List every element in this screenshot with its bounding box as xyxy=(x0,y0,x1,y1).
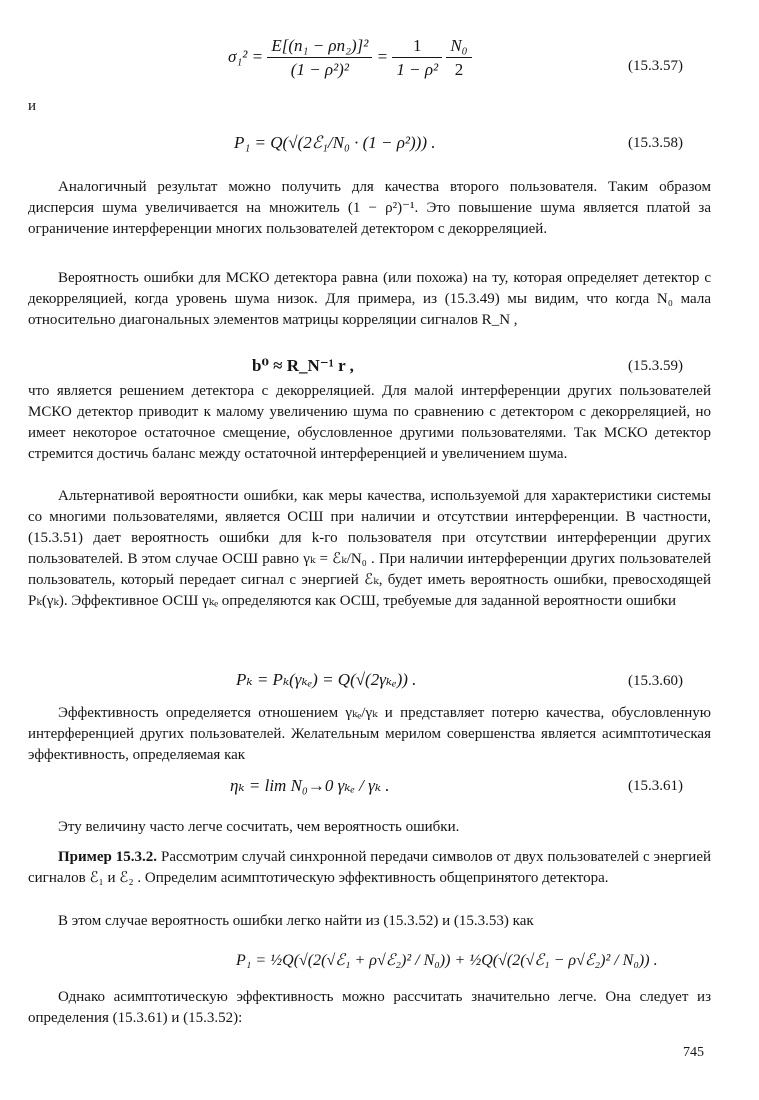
equation-number: (15.3.57) xyxy=(628,58,683,74)
eq57-fraction-main xyxy=(267,36,372,80)
paragraph-easier-to-compute: Эту величину часто легче сосчитать, чем вероятность ошибки. xyxy=(58,819,460,835)
eq57-frac2-den: 1 − ρ² xyxy=(396,60,439,79)
equation-15-3-59 xyxy=(0,356,759,380)
eq57-equals: = xyxy=(376,46,389,66)
example-text: Рассмотрим случай синхронной передачи символов от двух пользователей с энергией сигналов ℰ₁ и ℰ₂ . Определим асимптотическую эффективность общепринятого детектора. xyxy=(28,849,712,886)
example-label: Пример 15.3.2. xyxy=(58,849,158,865)
equation-15-3-60 xyxy=(0,670,759,698)
eq60-expression: Pₖ = Pₖ(γₖₑ) = Q(√(2γₖₑ)) . xyxy=(236,670,417,689)
paragraph-example-15-3-2 xyxy=(28,847,711,889)
eq57-denominator: (1 − ρ²)² xyxy=(290,60,349,79)
equation-number: (15.3.58) xyxy=(628,135,683,151)
paragraph-decorrelation-solution: что является решением детектора с декорреляцией. Для малой интерференции других пользователей МСКО детектор приводит к малому увеличению шума по сравнению с детектором с декорреляцией, но имеет некоторое остаточное смещение, обусловленное другими пользователями. Так МСКО детектор стремится достичь баланс между остаточной интерференцией и увеличением шума. xyxy=(28,383,711,462)
eq57-fraction-2 xyxy=(392,36,442,80)
equation-15-3-58 xyxy=(0,126,759,166)
example-expression: P₁ = ½Q(√(2(√ℰ₁ + ρ√ℰ₂)² / N₀)) + ½Q(√(2(√ℰ₁ − ρ√ℰ₂)² / N₀)) . xyxy=(236,952,658,969)
eq58-expression: P₁ = Q(√(2ℰ₁/N₀ · (1 − ρ²))) . xyxy=(234,133,436,152)
eq57-frac2-num: 1 xyxy=(392,36,442,58)
eq61-expression: ηₖ = lim N₀→0 γₖₑ / γₖ . xyxy=(230,776,390,795)
paragraph-snr-alternative: Альтернативой вероятности ошибки, как меры качества, используемой для характеристики системы со многими пользователями, является ОСШ при наличии и отсутствии интерференции. В частности, (15.3.51) дает вероятность ошибки для k-го пользователя при отсутствии интерференции других пользователей. В этом случае ОСШ равно γₖ = ℰₖ/N₀ . При наличии интерференции других пользователей пользователь, который передает сигнал с энергией ℰₖ, будет иметь вероятность ошибки, превосходящей Pₖ(γₖ). Эффективное ОСШ γₖₑ определяются как ОСШ, требуемые для заданной вероятности ошибки xyxy=(28,488,711,609)
paragraph-noise-variance: Аналогичный результат можно получить для качества второго пользователя. Таким образом дисперсия шума увеличивается на множитель (1 − ρ²)⁻¹. Это повышение шума является платой за ограничение интерференции многих пользователей детектором с декорреляцией. xyxy=(28,179,711,237)
equation-15-3-57 xyxy=(0,28,759,98)
paragraph-efficiency: Эффективность определяется отношением γₖₑ/γₖ и представляет потерю качества, обусловленную интерференцией других пользователей. Желательным мерилом совершенства является асимптотическая эффективность, определяемая как xyxy=(28,705,711,763)
eq57-fraction-3 xyxy=(446,36,471,80)
eq59-expression: b⁰ ≈ R_N⁻¹ r , xyxy=(252,356,354,375)
page-number: 745 xyxy=(683,1045,704,1060)
equation-15-3-61 xyxy=(0,772,759,808)
paragraph-error-probability: В этом случае вероятность ошибки легко найти из (15.3.52) и (15.3.53) как xyxy=(58,913,534,929)
eq57-frac3-den: 2 xyxy=(454,60,464,79)
equation-number: (15.3.61) xyxy=(628,778,683,794)
conjunction-and: и xyxy=(28,98,37,114)
equation-number: (15.3.59) xyxy=(628,358,683,374)
eq57-lhs: σ₁² = xyxy=(228,46,264,66)
paragraph-mmse-error: Вероятность ошибки для МСКО детектора равна (или похожа) на ту, которая определяет детектор с декорреляцией, когда уровень шума низок. Для примера, из (15.3.49) мы видим, что когда N₀ мала относительно диагональных элементов матрицы корреляции сигналов R_N , xyxy=(28,270,711,328)
equation-number: (15.3.60) xyxy=(628,673,683,689)
eq57-frac3-num: N₀ xyxy=(446,36,471,58)
equation-example-p1 xyxy=(0,944,759,980)
paragraph-asymptotic-efficiency: Однако асимптотическую эффективность можно рассчитать значительно легче. Она следует из определения (15.3.61) и (15.3.52): xyxy=(28,989,711,1026)
eq57-numerator: E[(n₁ − ρn₂)]² xyxy=(267,36,372,58)
